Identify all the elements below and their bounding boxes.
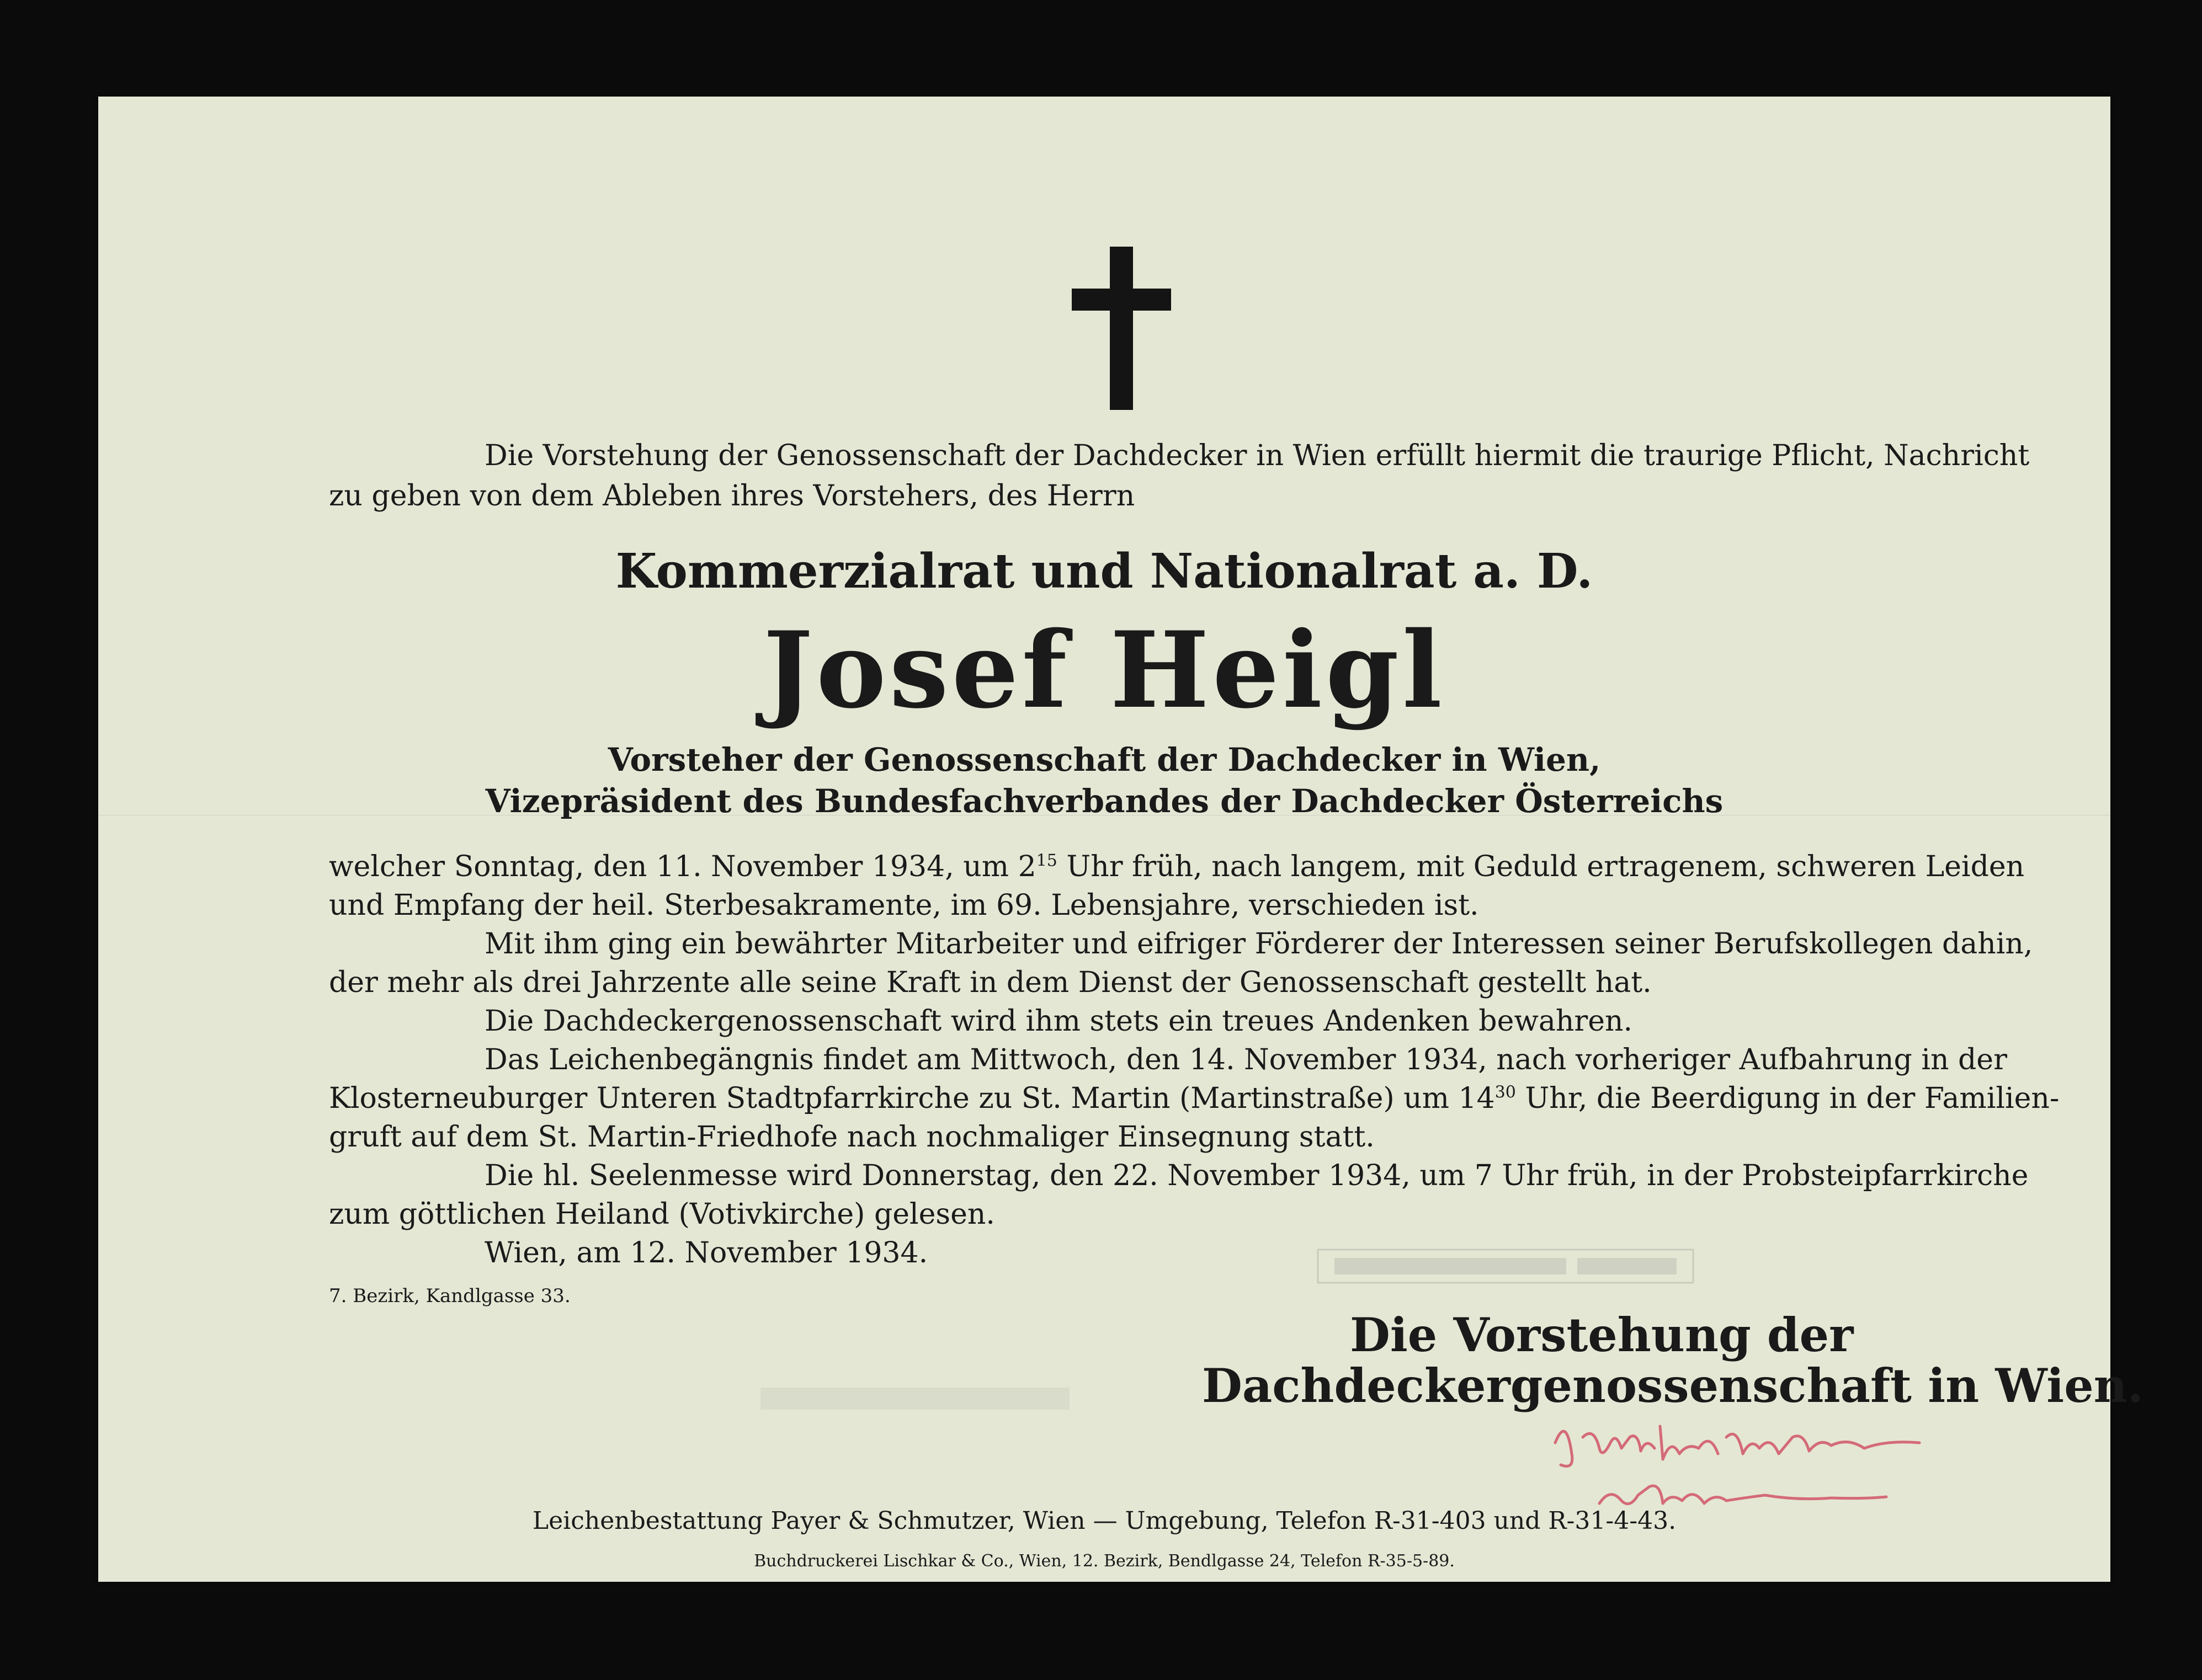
body-line-5: Die Dachdeckergenossenschaft wird ihm stets ein treues Andenken bewahren. <box>485 1005 1632 1038</box>
intro-line-2: zu geben von dem Ableben ihres Vorstehers, des Herrn <box>329 479 1135 513</box>
signature-line-2: Dachdeckergenossenschaft in Wien. <box>1202 1358 2144 1413</box>
signature-line-1: Die Vorstehung der <box>1350 1308 1854 1362</box>
body-line-6: Das Leichenbegängnis findet am Mittwoch, den 14. November 1934, nach vorheriger Aufbahrung in der <box>485 1043 2007 1076</box>
deceased-role-2: Vizepräsident des Bundesfachverbandes der Dachdecker Österreichs <box>485 782 1724 820</box>
body-line-1-b: Uhr früh, nach langem, mit Geduld ertragenem, schweren Leiden <box>1057 850 2025 883</box>
intro-line-1: Die Vorstehung der Genossenschaft der Dachdecker in Wien erfüllt hiermit die traurige Pflicht, Nachricht <box>485 439 2030 472</box>
time-superscript: 30 <box>1494 1082 1516 1102</box>
body-line-7-a: Klosterneuburger Unteren Stadtpfarrkirche zu St. Martin (Martinstraße) um 14 <box>329 1082 1495 1115</box>
mourning-notice-sheet <box>98 97 2144 1582</box>
body-line-1-a: welcher Sonntag, den 11. November 1934, um 2 <box>329 850 1036 883</box>
deceased-name: Josef Heigl <box>763 609 1445 732</box>
footer-undertaker: Leichenbestattung Payer & Schmutzer, Wien — Umgebung, Telefon R-31-403 und R-31-4-43. <box>532 1507 1677 1535</box>
body-line-8: gruft auf dem St. Martin-Friedhofe nach nochmaliger Einsegnung statt. <box>329 1121 1375 1154</box>
footer-printer: Buchdruckerei Lischkar & Co., Wien, 12. Bezirk, Bendlgasse 24, Telefon R-35-5-89. <box>754 1551 1455 1571</box>
body-line-7-b: Uhr, die Beerdigung in der Familien- <box>1515 1082 2060 1115</box>
body-line-9: Die hl. Seelenmesse wird Donnerstag, den 22. November 1934, um 7 Uhr früh, in der Probsteipfarrkirche <box>485 1159 2029 1192</box>
body-line-3: Mit ihm ging ein bewährter Mitarbeiter und eifriger Förderer der Interessen seiner Berufskollegen dahin, <box>485 927 2033 961</box>
faded-ink-smudge <box>760 1377 1070 1421</box>
deceased-title: Kommerzialrat und Nationalrat a. D. <box>615 543 1593 599</box>
deceased-role-1: Vorsteher der Genossenschaft der Dachdecker in Wien, <box>608 741 1601 778</box>
body-line-4: der mehr als drei Jahrzente alle seine Kraft in dem Dienst der Genossenschaft gestellt hat. <box>329 966 1652 999</box>
body-line-10: zum göttlichen Heiland (Votivkirche) gelesen. <box>329 1198 995 1231</box>
body-line-7 <box>329 1082 2060 1115</box>
body-line-1 <box>329 850 2025 883</box>
time-superscript: 15 <box>1036 851 1057 871</box>
body-line-2: und Empfang der heil. Sterbesakramente, im 69. Lebensjahre, verschieden ist. <box>329 889 1479 922</box>
address-line: 7. Bezirk, Kandlgasse 33. <box>329 1285 571 1307</box>
date-line: Wien, am 12. November 1934. <box>485 1236 928 1270</box>
cross-icon <box>1072 247 1171 410</box>
